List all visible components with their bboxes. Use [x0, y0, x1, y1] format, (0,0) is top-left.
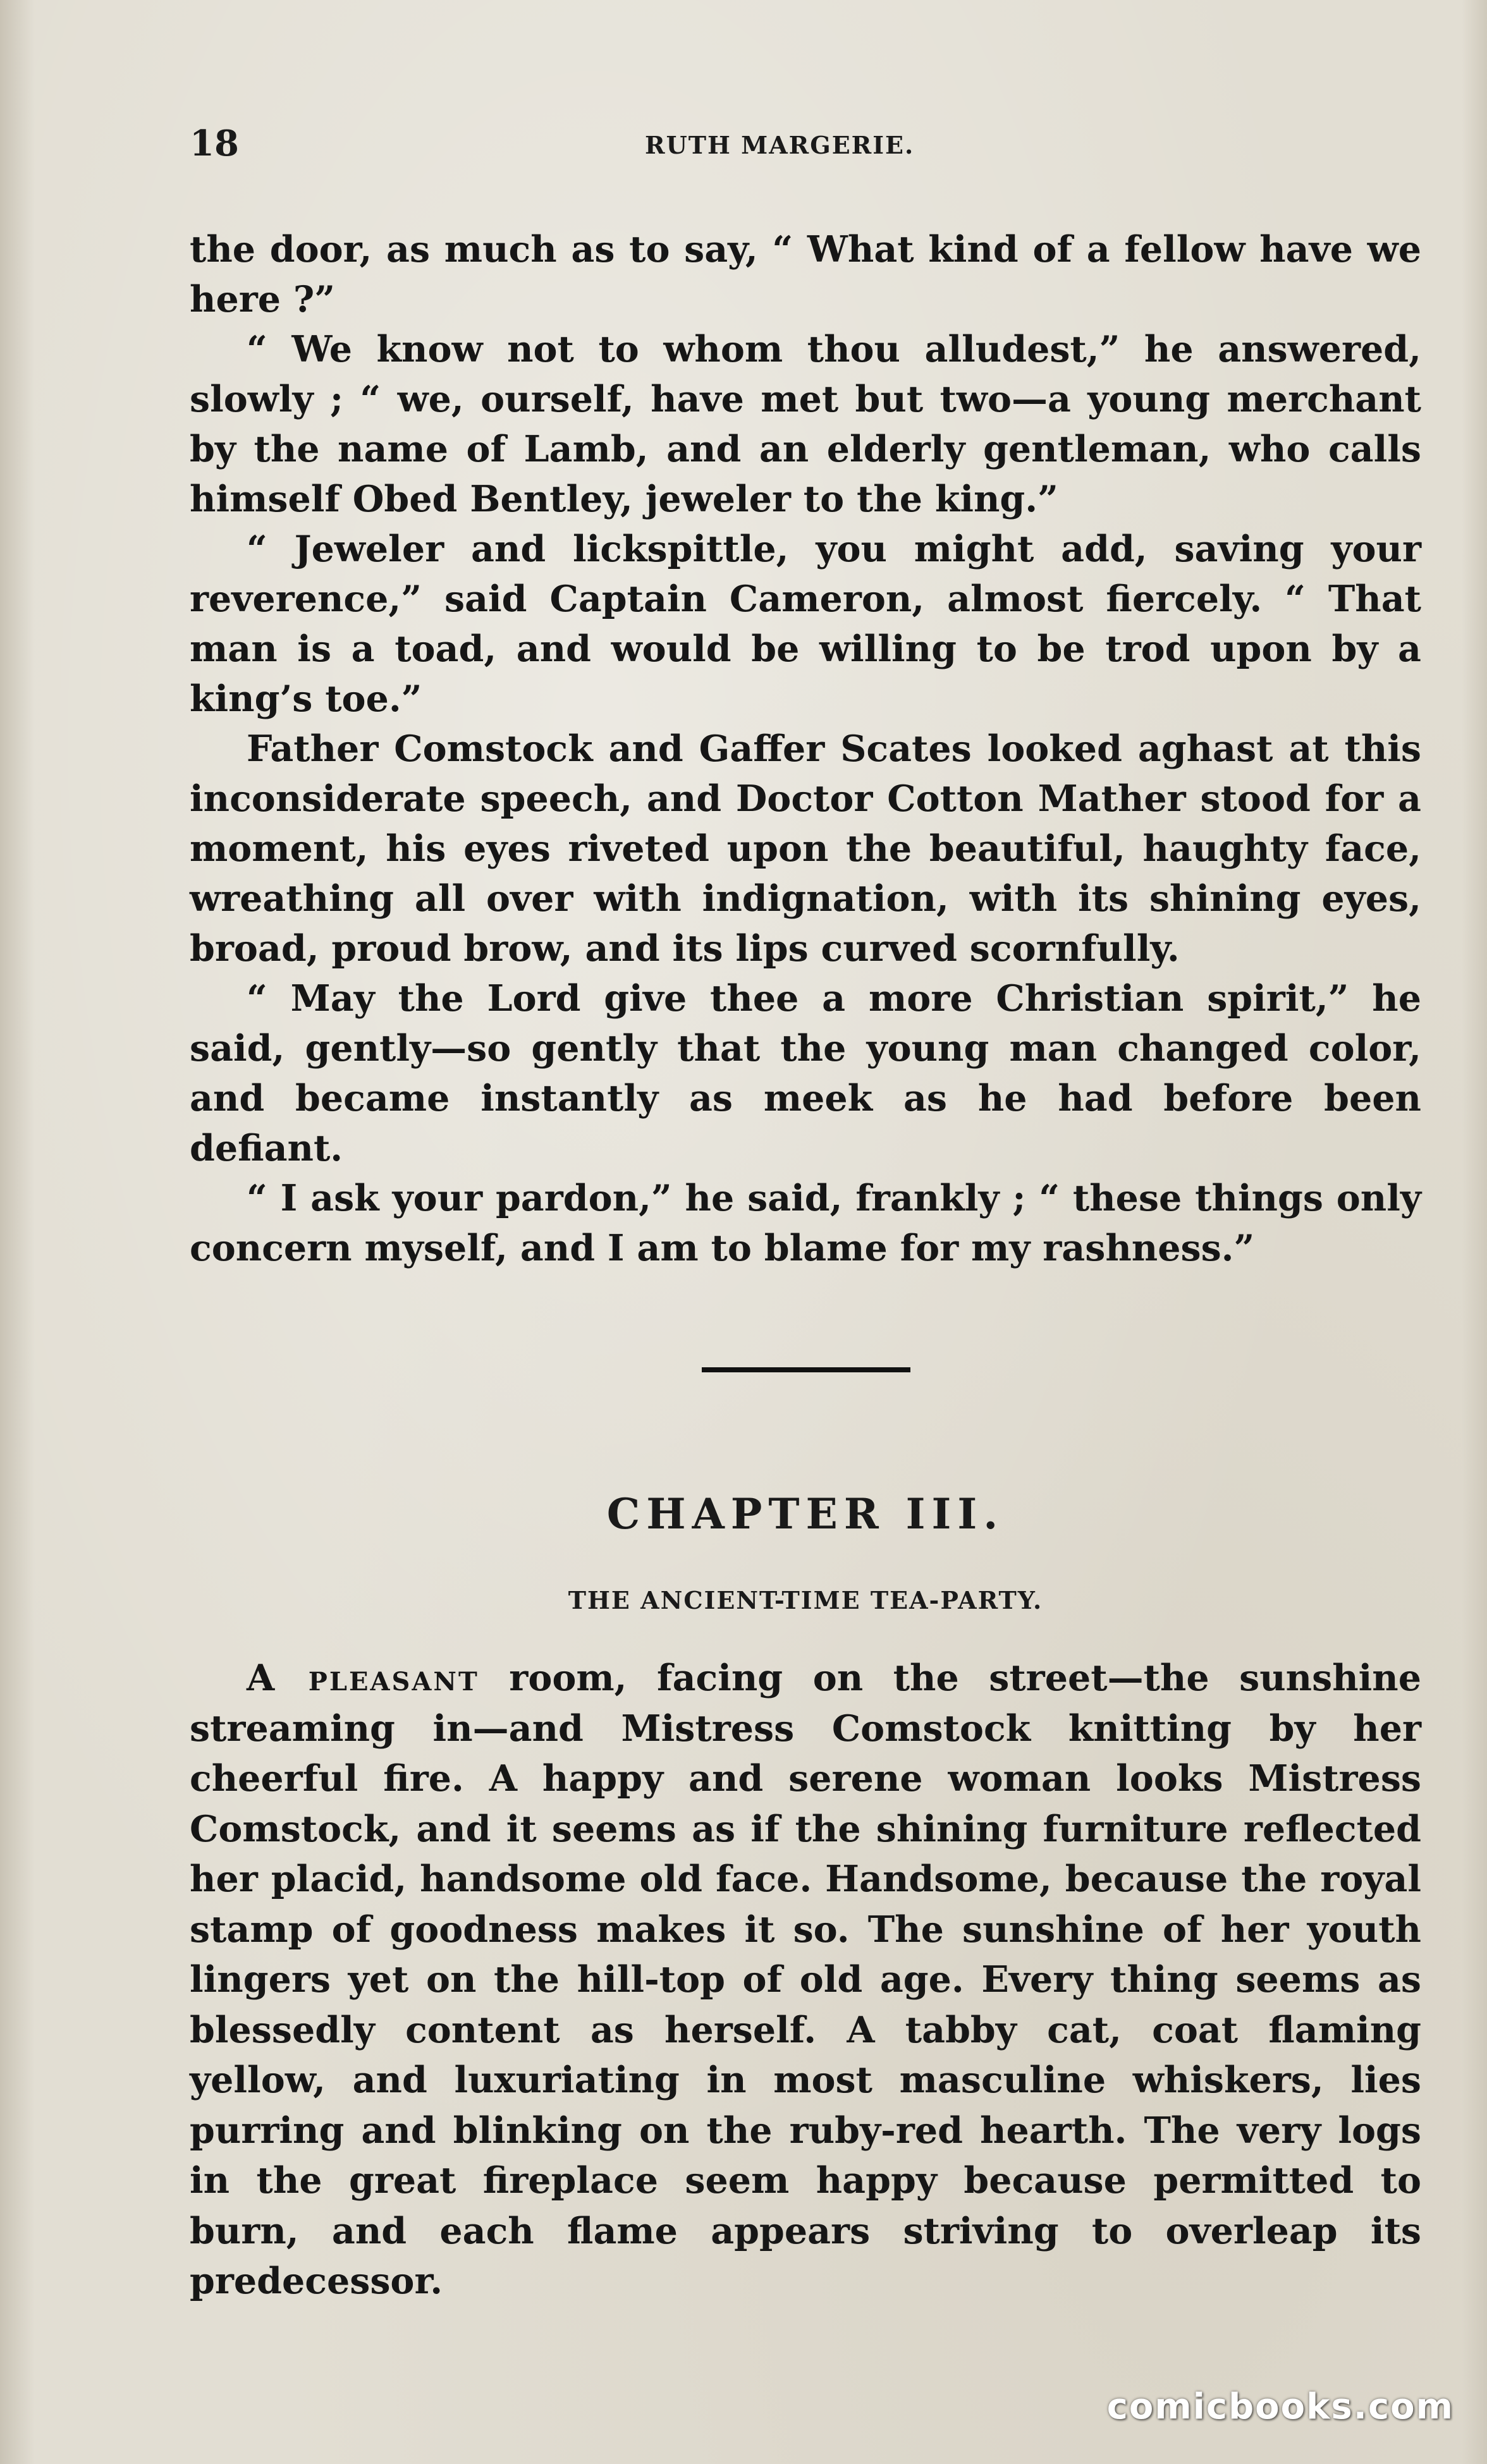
page-header: [190, 123, 1423, 174]
page-right-edge-shadow: [1462, 0, 1487, 2464]
paragraph: “ I ask your pardon,” he said, frankly ; “ these things only concern myself, and I am to blame for my rashness.”: [190, 1177, 1421, 1269]
watermark-logo: comicbooks.com: [1106, 2386, 1454, 2427]
paragraph: the door, as much as to say, “ What kind of a fellow have we here ?”: [190, 228, 1421, 320]
chapter-paragraph: [190, 1653, 1421, 2307]
paragraph: Father Comstock and Gaffer Scates looked aghast at this inconsiderate speech, and Doctor Cotton Mather stood for a moment, his eyes riveted upon the beautiful, haughty face, wreathing all over with indignation, with its shining eyes, broad, proud brow, and its lips curved scornfully.: [190, 728, 1421, 970]
opening-smallcaps: A pleasant: [247, 1657, 479, 1699]
chapter-text: [190, 1653, 1421, 2307]
running-head: RUTH MARGERIE.: [645, 131, 915, 159]
page-left-edge-shadow: [0, 0, 35, 2464]
opening-rest: room, facing on the street—the sunshine streaming in—and Mistress Comstock knitting by her cheerful fire. A happy and serene woman looks Mistress Comstock, and it seems as if the shining furniture reflected her placid, handsome old face. Handsome, because the royal stamp of goodness makes it so. The sunshine of her youth lingers yet on the hill-top of old age. Every thing seems as blessedly content as herself. A tabby cat, coat flaming yellow, and luxuriating in most masculine whiskers, lies purring and blinking on the ruby-red hearth. The very logs in the great fireplace seem happy because permitted to burn, and each flame appears striving to overleap its predecessor.: [190, 1657, 1422, 2302]
chapter-subtitle: THE ANCIENT-TIME TEA-PARTY.: [568, 1586, 1043, 1614]
paragraph: “ May the Lord give thee a more Christian spirit,” he said, gently—so gently that the young man changed color, and became instantly as meek as he had before been defiant.: [190, 977, 1421, 1169]
body-text: [190, 224, 1421, 1273]
paragraph: “ We know not to whom thou alludest,” he answered, slowly ; “ we, ourself, have met but two—a young merchant by the name of Lamb, and an elderly gentleman, who calls himself Obed Bentley, jeweler to the king.”: [190, 328, 1421, 520]
paragraph: “ Jeweler and lickspittle, you might add, saving your reverence,” said Captain Cameron, almost fiercely. “ That man is a toad, and would be willing to be trod upon by a king’s toe.”: [190, 528, 1421, 720]
page-number: 18: [190, 123, 239, 164]
chapter-title: CHAPTER III.: [606, 1489, 1005, 1539]
section-divider-rule: [702, 1367, 910, 1372]
